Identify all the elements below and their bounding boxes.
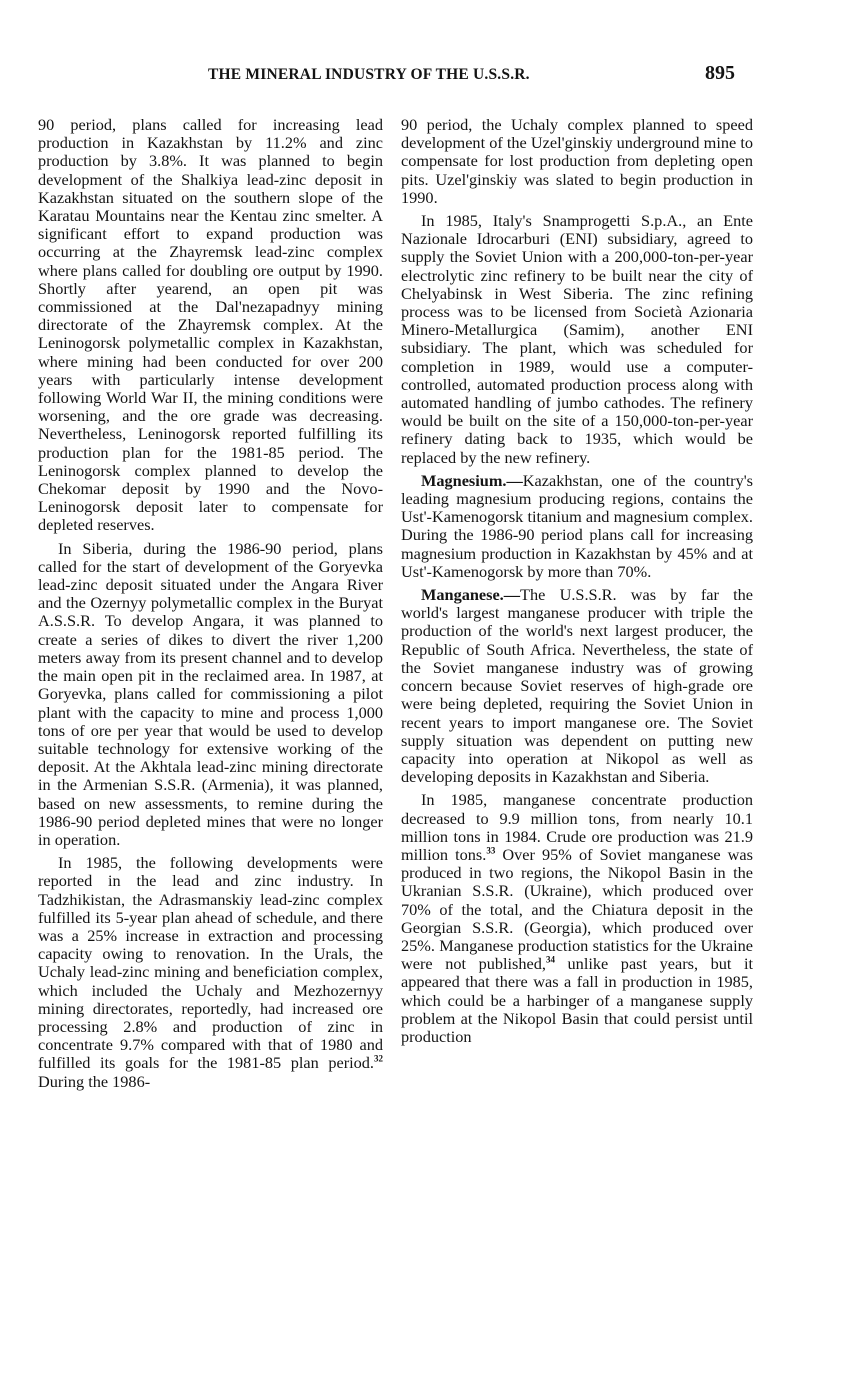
paragraph-tail: During the 1986- [38,1071,151,1091]
paragraph-lead-zinc-kazakhstan: 90 period, plans called for increasing lead production in Kazakhstan by 11.2% and zinc production by 3.8%. It was planned to begin development of the Shalkiya lead-zinc deposit in Kazakhstan situated on the southern slope of the Karatau Mountains near the Kentau zinc smelter. A significant effort to expand production was occurring at the Zhayremsk lead-zinc complex where plans called for doubling ore output by 1990. Shortly after yearend, an open pit was commissioned at the Dal'nezapadnyy mining directorate of the Zhayremsk complex. At the Leninogorsk polymetallic complex in Kazakhstan, where mining had been conducted for over 200 years with particularly intense development following World War II, the mining conditions were worsening, and the ore grade was decreasing. Nevertheless, Leninogorsk reported fulfilling its production plan for the 1981-85 period. The Leninogorsk complex planned to develop the Chekomar deposit by 1990 and the Novo-Leninogorsk deposit later to compensate for depleted reserves. [38,115,383,535]
paragraph-uchaly: 90 period, the Uchaly complex planned to speed development of the Uzel'ginskiy underground mine to compensate for lost production from depleting open pits. Uzel'ginskiy was slated to begin production in 1990. [401,115,753,207]
magnesium-heading: Magnesium.— [421,470,523,490]
paragraph-siberia: In Siberia, during the 1986-90 period, plans called for the start of development of the Goryevka lead-zinc deposit situated under the Angara River and the Ozernyy polymetallic complex in the Buryat A.S.S.R. To develop Angara, it was planned to create a series of dikes to divert the river 1,200 meters away from its present channel and to develop the main open pit in the reclaimed area. In 1987, at Goryevka, plans called for commissioning a pilot plant with the capacity to mine and process 1,000 tons of ore per year that would be used to develop suitable technology for extensive working of the deposit. At the Akhtala lead-zinc mining directorate in the Armenian S.S.R. (Armenia), it was planned, based on new assessments, to remine during the 1986-90 period depleted mines that were no longer in operation. [38,538,383,849]
paragraph-manganese-1985 [401,791,753,1046]
magnesium-text: Kazakhstan, one of the country's leading magnesium producing regions, contains the Ust'-Kamenogorsk titanium and magnesium complex. During the 1986-90 period plans call for increasing magnesium production in Kazakhstan by 45% and at Ust'-Kamenogorsk by more than 70%. [401,470,753,581]
paragraph-text: In 1985, the following developments were reported in the lead and zinc industry. In Tadzhikistan, the Adrasmanskiy lead-zinc complex fulfilled its 5-year plan ahead of schedule, and there was a 25% increase in extraction and processing capacity owing to renovation. In the Urals, the Uchaly lead-zinc mining and beneficiation complex, which included the Uchaly and Mezhozernyy mining directorates, reportedly, had increased ore processing 2.8% and production of zinc in concentrate 9.7% compared with that of 1980 and fulfilled its goals for the 1981-85 plan period. [38,853,383,1073]
paragraph-text: Over 95% of Soviet manganese was produced in two regions, the Nikopol Basin in the Ukranian S.S.R. (Ukraine), which produced over 70% of the total, and the Chiatura deposit in the Georgian S.S.R. (Georgia), which produced over 25%. Manganese production statistics for the Ukraine were not published, [401,844,753,974]
running-title: THE MINERAL INDUSTRY OF THE U.S.S.R. [208,66,530,83]
paragraph-manganese [401,586,753,786]
left-column [38,116,383,1096]
paragraph-snamprogetti: In 1985, Italy's Snamprogetti S.p.A., an Ente Nazionale Idrocarburi (ENI) subsidiary, agreed to supply the Soviet Union with a 200,000-ton-per-year electrolytic zinc refinery to be built near the city of Chelyabinsk in West Siberia. The zinc refining process was to be licensed from Società Azionaria Minero-Metallurgica (Samim), another ENI subsidiary. The plant, which was scheduled for completion in 1989, would use a computer-controlled, automated production process along with automated handling of jumbo cathodes. The refinery would be built on the site of a 150,000-ton-per-year refinery dating back to 1935, which would be replaced by the new refinery. [401,211,753,467]
paragraph-text: In 1985, manganese concentrate production decreased to 9.9 million tons, from nearly 10.1 million tons in 1984. Crude ore production was 21.9 million tons. [401,790,753,864]
paragraph-text: unlike past years, but it appeared that there was a fall in production in 1985, which could be a harbinger of a manganese supply problem at the Nikopol Basin that could persist until production [401,954,754,1046]
page-number: 895 [705,62,735,84]
manganese-heading: Manganese.— [421,585,521,605]
footnote-marker-33: 33 [486,845,496,856]
right-column [401,116,753,1051]
footnote-marker-32: 32 [374,1053,383,1064]
paragraph-magnesium [401,472,753,581]
paragraph-1985-developments [38,854,383,1091]
manganese-text: The U.S.S.R. was by far the world's largest manganese producer with triple the production of the world's next largest producer, the Republic of South Africa. Nevertheless, the state of the Soviet manganese industry was of growing concern because Soviet reserves of high-grade ore were being depleted, requiring the Soviet Union in recent years to import manganese ore. The Soviet supply situation was dependent on putting new capacity into operation at Nikopol as well as developing deposits in Kazakhstan and Siberia. [401,585,753,787]
footnote-marker-34: 34 [545,954,555,965]
